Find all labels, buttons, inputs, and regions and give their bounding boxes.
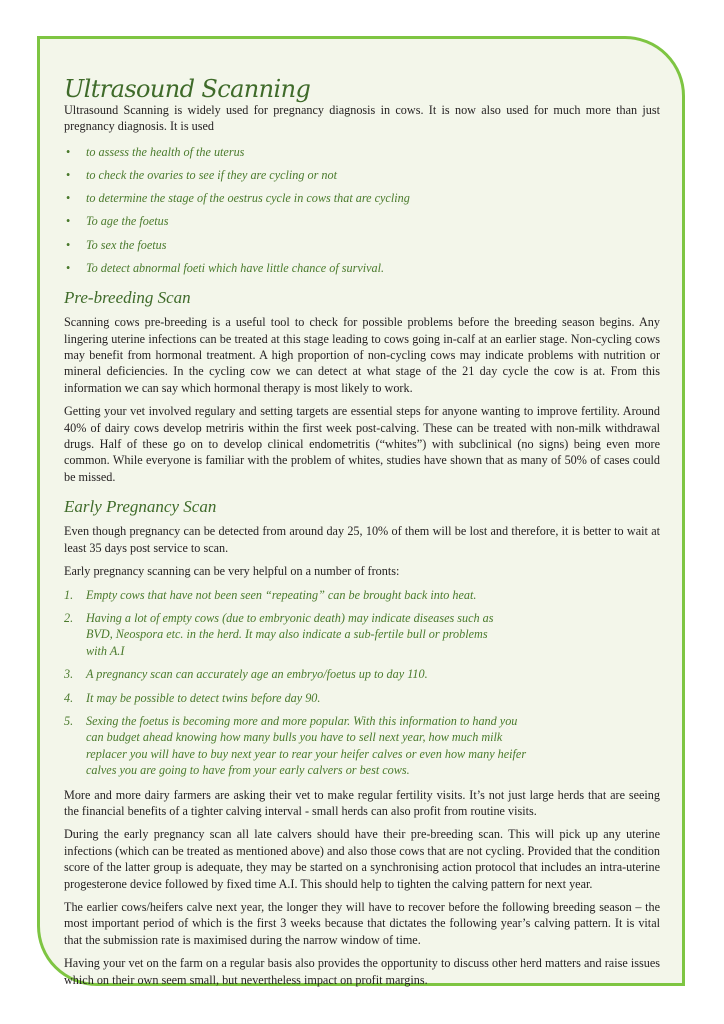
benefits-list	[64, 587, 660, 779]
list-item: • to assess the health of the uterus	[66, 144, 245, 159]
document-body	[64, 76, 660, 995]
intro-paragraph: Ultrasound Scanning is widely used for pregnancy diagnosis in cows. It is now also used for much more than just pregnancy diagnosis. It is used	[64, 103, 660, 134]
paragraph: Scanning cows pre-breeding is a useful tool to check for possible problems before the breeding season begins. Any lingering uterine infections can be treated at this stage leading to cows going in-calf at an earlier stage. Non-cycling cows may benefit from hormonal treatment. A high proportion of non-cycling cows may indicate problems with nutrition or mineral deficiencies. In the cycling cow we can detect at what stage of the 21 day cycle the cow is at. From this information we can say which hormonal therapy is most likely to work.	[64, 315, 660, 395]
paragraph: Early pregnancy scanning can be very helpful on a number of fronts:	[64, 564, 400, 579]
list-item: 5. Sexing the foetus is becoming more and more popular. With this information to hand you can budget ahead knowing how many bulls you have to sell next year, how much milk replacer you will have to buy next year to rear your heifer calves or even how many heifer calves you are going to have from your early calvers or best cows.	[64, 713, 527, 778]
paragraph: Getting your vet involved regulary and setting targets are essential steps for anyone wanting to improve fertility. Around 40% of dairy cows develop metriris within the first week post-calving. These can be treated with non-milk withdrawal drugs. Half of these go on to develop clinical endometritis (“whites”) with subclinical (no signs) being even more common. While everyone is familiar with the problem of whites, studies have shown that as many of 50% of cases could be missed.	[64, 404, 660, 484]
paragraph: The earlier cows/heifers calve next year, the longer they will have to recover before the following breeding season – the most important period of which is the first 3 weeks because that dictates the following year’s calving pattern. It is vital that the submission rate is maximised during the narrow window of time.	[64, 900, 660, 947]
list-item: 1. Empty cows that have not been seen “repeating” can be brought back into heat.	[64, 587, 477, 602]
section-heading-early-pregnancy: Early Pregnancy Scan	[64, 497, 217, 517]
list-item: • to check the ovaries to see if they are cycling or not	[66, 168, 337, 183]
page-title: Ultrasound Scanning	[64, 75, 311, 103]
paragraph: More and more dairy farmers are asking their vet to make regular fertility visits. It’s not just large herds that are seeing the financial benefits of a tighter calving interval - small herds can also profit from routine visits.	[64, 787, 660, 818]
list-item: • To sex the foetus	[66, 237, 167, 252]
paragraph: During the early pregnancy scan all late calvers should have their pre-breeding scan. This will pick up any uterine infections (which can be treated as mentioned above) and also those cows that are not cycling. Provided that the condition score of the latter group is adequate, they may be started on a synchronising action protocol that includes an intra-uterine progesterone device followed by fixed time A.I. This should help to tighten the calving pattern for next year.	[64, 827, 660, 891]
list-item: • To age the foetus	[66, 214, 169, 229]
section-heading-prebreeding: Pre-breeding Scan	[64, 288, 191, 308]
list-item: 3. A pregnancy scan can accurately age an embryo/foetus up to day 110.	[64, 667, 428, 682]
list-item: • to determine the stage of the oestrus cycle in cows that are cycling	[66, 191, 410, 206]
paragraph: Having your vet on the farm on a regular basis also provides the opportunity to discuss other herd matters and raise issues which on their own seem small, but nevertheless impact on profit margins.	[64, 956, 660, 987]
list-item: 2. Having a lot of empty cows (due to embryonic death) may indicate diseases such as BVD, Neospora etc. in the herd. It may also indicate a sub-fertile bull or problems with A.I	[64, 610, 494, 658]
uses-list	[64, 144, 660, 276]
list-item: 4. It may be possible to detect twins before day 90.	[64, 690, 321, 705]
list-item: • To detect abnormal foeti which have little chance of survival.	[66, 260, 385, 275]
paragraph: Even though pregnancy can be detected from around day 25, 10% of them will be lost and therefore, it is better to wait at least 35 days post service to scan.	[64, 524, 660, 555]
